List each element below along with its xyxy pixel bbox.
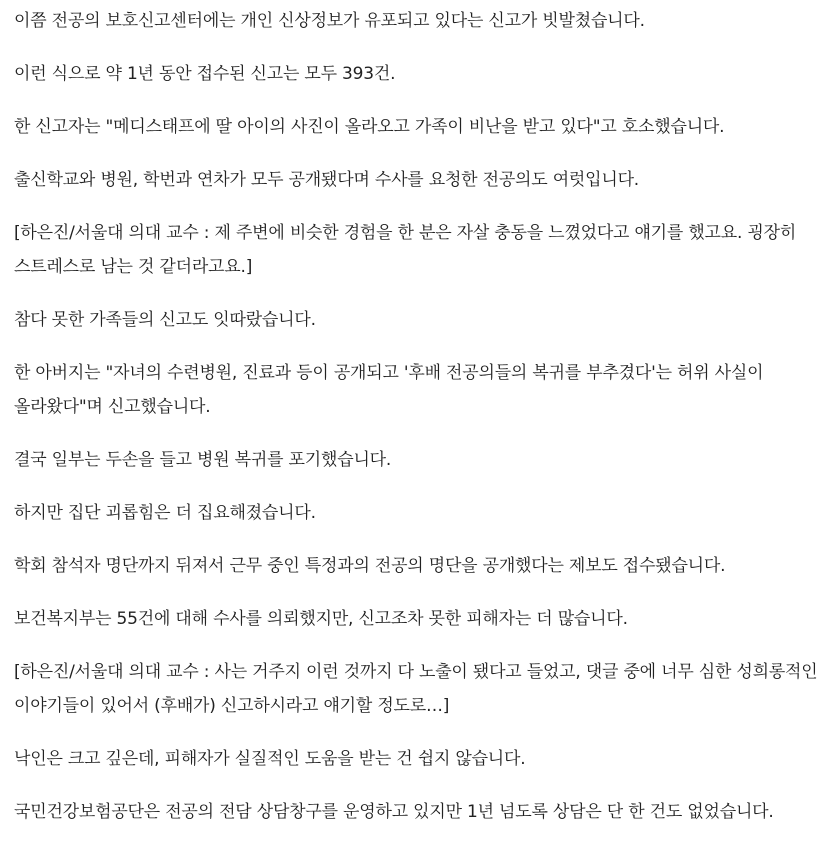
article-body [0, 4, 832, 829]
paragraph-gave-up-return: 결국 일부는 두손을 들고 병원 복귀를 포기했습니다. [14, 450, 392, 470]
paragraph-report-surge: 이쯤 전공의 보호신고센터에는 개인 신상정보가 유포되고 있다는 신고가 빗발쳤습니다. [14, 11, 645, 31]
paragraph-reporter-quote: 한 신고자는 "메디스태프에 딸 아이의 사진이 올라오고 가족이 비난을 받고 있다"고 호소했습니다. [14, 117, 725, 137]
paragraph-harassment-intensified: 하지만 집단 괴롭힘은 더 집요해졌습니다. [14, 503, 316, 523]
paragraph-counseling-center: 국민건강보험공단은 전공의 전담 상담창구를 운영하고 있지만 1년 넘도록 상담은 단 한 건도 없었습니다. [14, 802, 774, 822]
paragraph-family-reports: 참다 못한 가족들의 신고도 잇따랐습니다. [14, 310, 316, 330]
paragraph-interview-quote-2: [하은진/서울대 의대 교수 : 사는 거주지 이런 것까지 다 노출이 됐다고 들었고, 댓글 중에 너무 심한 성희롱적인 이야기들이 있어서 (후배가) 신고하시라고 얘기할 정도로…] [14, 662, 818, 716]
paragraph-father-report: 한 아버지는 "자녀의 수련병원, 진료과 등이 공개되고 '후배 전공의들의 복귀를 부추겼다'는 허위 사실이 올라왔다"며 신고했습니다. [14, 363, 764, 417]
paragraph-interview-quote-1: [하은진/서울대 의대 교수 : 제 주변에 비슷한 경험을 한 분은 자살 충동을 느꼈었다고 얘기를 했고요. 굉장히 스트레스로 남는 것 같더라고요.] [14, 223, 797, 277]
paragraph-roster-disclosed: 학회 참석자 명단까지 뒤져서 근무 중인 특정과의 전공의 명단을 공개했다는 제보도 접수됐습니다. [14, 556, 726, 576]
paragraph-stigma: 낙인은 크고 깊은데, 피해자가 실질적인 도움을 받는 건 쉽지 않습니다. [14, 749, 526, 769]
paragraph-personal-info-leak: 출신학교와 병원, 학번과 연차가 모두 공개됐다며 수사를 요청한 전공의도 여럿입니다. [14, 170, 640, 190]
paragraph-report-count: 이런 식으로 약 1년 동안 접수된 신고는 모두 393건. [14, 64, 396, 84]
paragraph-investigation-request: 보건복지부는 55건에 대해 수사를 의뢰했지만, 신고조차 못한 피해자는 더 많습니다. [14, 609, 628, 629]
